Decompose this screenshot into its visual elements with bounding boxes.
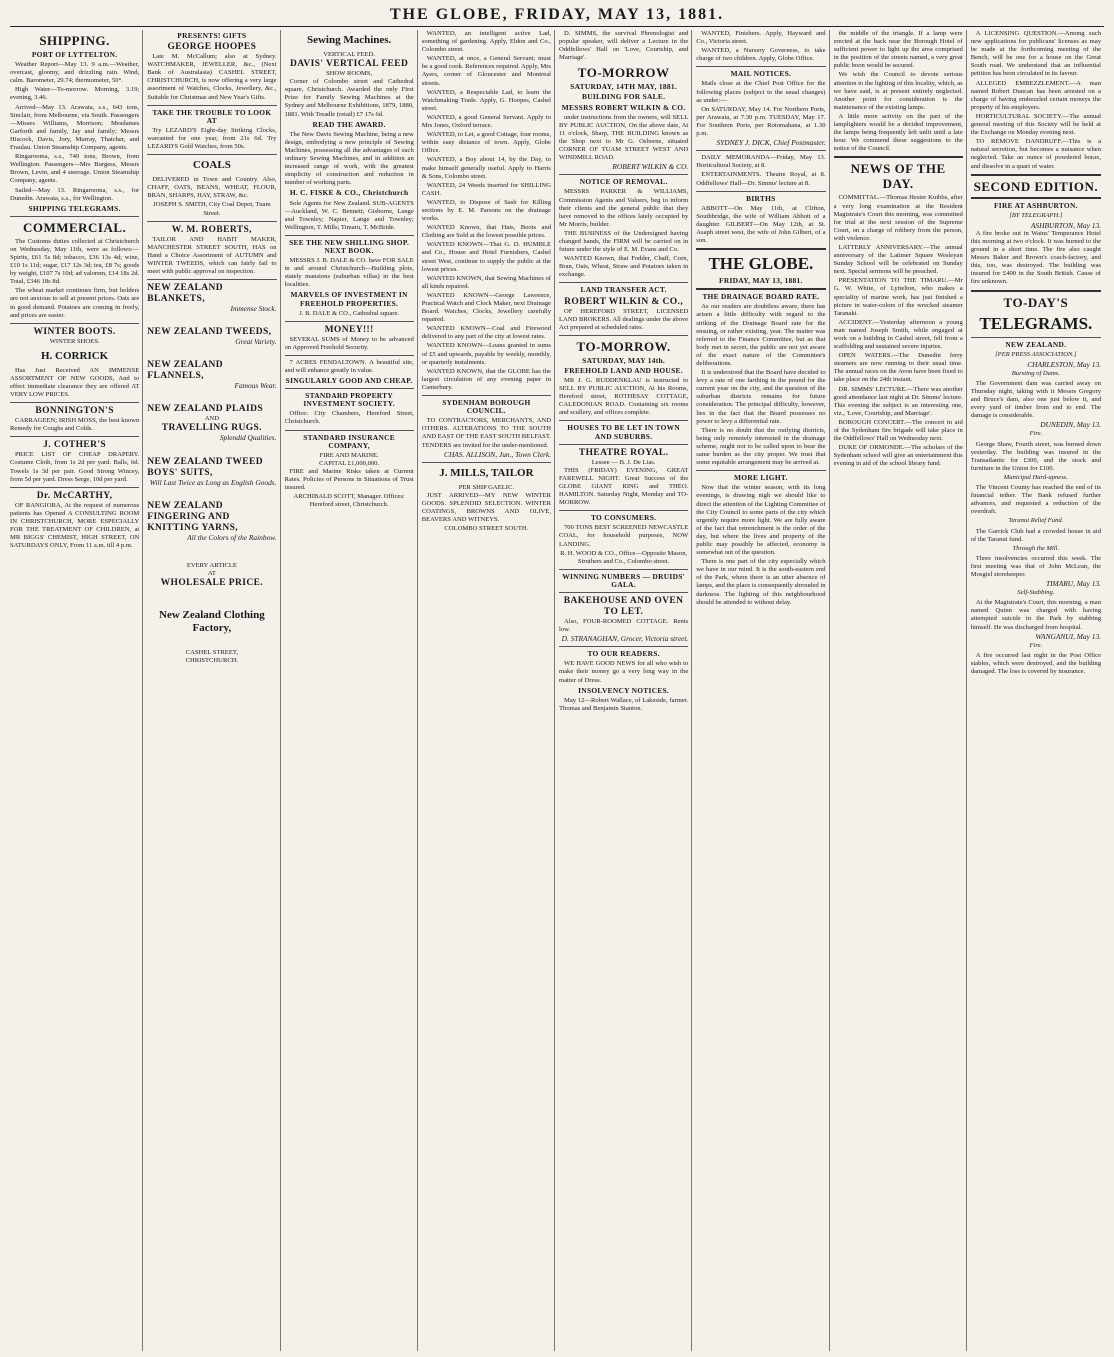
coals-heading: COALS [192,159,231,172]
double-divider [696,248,825,250]
arrived: Arrived—May 13. Arawata, s.s., 643 tons, Sinclair, from Melbourne, via South. Passengers—Misses Williams, Morrison; Mesdames Garforth and family, Jay and family; Messrs Hiscock, Davis, Jory, Murray, Thatcher, and Fraulau. Union Steamship Company, agents. [10,103,140,152]
houses-heading: HOUSES TO BE LET IN TOWN AND SUBURBS. [567,423,680,441]
divider [559,335,688,336]
port-heading: PORT OF LYTTELTON. [31,50,118,59]
shipping-heading: SHIPPING. [39,33,110,48]
news-item: DUKE OF ORMONDE.—The scholars of the Sydenham school will give an entertainment this evening in aid of the school library fund. [833,444,963,468]
fire-text: A fire broke out in Wains' Temperance Hotel this morning at two o'clock. It was burned to the ground in a short time. The fire also caught Messrs Baker and Brown's coach-factory, and this, too, was destroyed. The building was insured for £400 in the South British. Cause of fire unknown. [970,229,1101,286]
notice-removal-heading: NOTICE OF REMOVAL. [579,177,668,187]
column-3 [285,30,418,1351]
lighting-paragraph: A little more activity on the part of the lamplighters would be a decided improvement, the lamps being frequently left unlit until a late hour. We commend these suggestions to the notice of the Council. [833,112,963,153]
municipal-text: The Vincent County has reached the end of its financial tether. The Bank refused further advances, and requested a reduction of the overdraft. [970,484,1101,516]
saturday-date: SATURDAY, 14TH MAY, 1881. [570,82,678,92]
mail-text: Mails close at the Chief Post Office for the following places (subject to the usual changes) as under:— [696,80,826,104]
drainage-paragraph: As our readers are doubtless aware, there has arisen a little difficulty with regard to the striking of the Drainage Board rate for the ensuing, or rather existing, year. The matter was referred to the Finance Committee, but as that body met in secret, the public are not yet aware of the exact nature of the Committee's deliberations. [696,303,826,367]
divider [559,510,688,511]
masthead [10,4,1104,27]
bonnington-name: BONNINGTON'S [35,406,114,417]
winter-boots-heading: WINTER BOOTS. [33,326,116,337]
trouble-heading: TAKE THE TROUBLE TO LOOK AT [152,107,272,125]
fiske-heading: H. C. FISKE & CO., Christchurch [289,188,409,198]
insurance-sub: FIRE AND MARINE. [319,451,379,459]
news-item: LATTERLY ANNIVERSARY.—The annual anniversary of the Latimer Square Wesleyan Sunday School will be celebrated on Sunday next. Special sermons will be preached. [833,243,963,276]
clothing-factory-name: New Zealand Clothing Factory, [159,608,265,634]
tweeds-tag: Great Variety. [235,337,277,347]
bonnington-ad [10,406,139,433]
singularly-heading: SINGULARLY GOOD AND CHEAP. [285,376,413,386]
commercial-text-2: The wheat market continues firm, but holders are not anxious to sell at present prices. Oats are in good demand. Potatoes are coming in freely, and prices are easier. [10,287,140,319]
mills-heading: J. MILLS, TAILOR [439,466,534,479]
mccarthy-ad [10,491,139,551]
news-item: PRESENTATION TO THE TIMARU.—Mr G. W. White, of Lyttelton, who makes a speciality of marine work, has just finished a picture in water-colors of the wrecked steamer Taranaki. [833,277,963,317]
wanted-ad: WANTED, a good General Servant. Apply to Mrs Jones, Oxford terrace. [421,113,551,130]
divider [422,462,551,463]
fire-heading: FIRE AT ASHBURTON. [993,200,1078,210]
dunedin-dateline: DUNEDIN, May 13. [1040,420,1101,430]
news-item: TO REMOVE DANDRUFF.—This is a natural secretion, but becomes a nuisance when neglected. Take an ounce of powdered borax, and dissolve in a quart of water. [970,138,1101,170]
money-text: SEVERAL SUMS of Money to be advanced on Approved Freehold Security. [284,335,414,351]
fingering-tag: All the Colors of the Rainbow. [187,532,277,542]
bakehouse-heading: BAKEHOUSE AND OVEN TO LET. [563,595,684,617]
births-heading: BIRTHS [746,193,776,203]
insurance-heading: STANDARD INSURANCE COMPANY, [303,432,395,450]
news-of-the-day-heading: NEWS OF THE DAY. [850,161,946,192]
mccarthy-name: Dr. McCARTHY, [36,490,113,501]
by-telegraph: [BY TELEGRAPH.] [1009,211,1063,219]
column-1 [10,30,143,1351]
cashel-street: CASHEL STREET, [185,648,239,656]
read-award-text: The New Davis Sewing Machine, being a new design, embodying a new principle of Sewing Machines, possessing all the advantages of such ordinary Sewing Machines, and in addition an increased range of work, with the greatest simplicity of construction and reduction in number of working parts. [284,130,414,187]
drainage-paragraph: There is no doubt that the outlying districts, being only remotely interested in the drainage scheme, ought not to be called upon to bear the same burden as the city proper. We trust that some equitable arrangement may be arrived at. [696,426,826,467]
coal-text: 700 TONS BEST SCREENED NEWCASTLE COAL, for household purposes, NOW LANDING. [559,524,689,548]
vertical-feed: VERTICAL FEED. [323,51,375,58]
removal-text: MESSRS PARKER & WILLIAMS, Commission Agents and Valuers, beg to inform their clients and the general public that they have removed to the offices lately occupied by Mr Morris, builder. [559,188,689,228]
readers-text: WE HAVE GOOD NEWS for all who wish to make their money go a very long way in the matter of Dress. [559,660,689,684]
cother-name: J. COTHER'S [43,440,107,451]
hoopes-name: GEORGE HOOPES [167,42,257,53]
todays-heading: TO-DAY'S [1003,294,1069,310]
drainage-heading: THE DRAINAGE BOARD RATE. [702,292,820,302]
tweed-suits: NEW ZEALAND TWEED BOYS' SUITS, [147,456,263,478]
entertainments: ENTERTAINMENTS. Theatre Royal, at 8. Oddfellows' Hall—Dr. Simms' lecture at 8. [696,171,826,187]
sewing-machines-heading: Sewing Machines. [306,34,392,46]
wilkin2-text: OF HEREFORD STREET, LICENSED LAND BROKERS. All dealings under the above Act prepared at scheduled rates. [559,307,689,331]
next-book: SEE THE NEW SHILLING SHOP. NEXT BOOK. [289,237,410,255]
wholesale-price: WHOLESALE PRICE. [160,577,264,588]
through-text: Three insolvencies occurred this week. The first meeting was that of John McLean, the Mosgiel storekeeper. [970,554,1101,578]
divider [285,388,414,389]
news-item: ACCIDENT.—Yesterday afternoon a young man named Joseph Smith, while engaged at work on a building in Cashel street, fell from a scaffolding and sustained severe injuries. [833,318,963,351]
news-item: DR. SIMMS' LECTURE.—There was another good attendance last night at Dr. Simms' lecture. This evening the subject is an interesting one, viz., 'Love, Courtship, and Marriage'. [833,385,963,417]
wilkin2-heading: ROBERT WILKIN & CO., [564,296,684,307]
news-item: OPEN WATERS.—The Dunedin ferry steamers are now running to their usual time. The annual races on the Avon have been fixed to take place on the 24th instant. [833,352,963,384]
wanted-hay: WANTED Known, that Fodder, Chaff, Corn, Bran, Oats, Wheat, Straw and Potatoes taken in exchange. [559,255,689,279]
divider [696,66,825,67]
drainage-paragraph: It is understood that the Board have decided to levy a rate of one farthing in the pound for the current year on the city, and the question of the suburban districts remains for future consideration. The principal difficulty, however, lies in the fact that the Board possesses no power to levy a differential rate. [696,369,826,425]
insurance-text: FIRE and Marine Risks taken at Current Rates. Policies of Persons in Situations of Trust insured. [284,467,414,492]
fire3-heading: Fire. [1029,641,1043,649]
divider [147,154,276,155]
relief-text: The Garrick Club had a crowded house in aid of the Taranui fund. [970,527,1101,543]
divider [10,487,139,488]
fire-dateline: ASHBURTON, May 13. [1030,220,1101,230]
news-item: COMMITTAL.—Thomas Hester Kuibbs, after a very long examination at the Resident Magistrate's Court this morning, was committed for trial at the next session of the Supreme Court, on a charge of robbery from the person, with violence. [833,194,963,242]
lighting-paragraph: the middle of the triangle. If a lamp were erected at the back near the Borough Hotel of sufficient power to light up the area comprised in the position of the streets named, a very great public boon would be secured. [833,30,963,70]
suits-tag: Will Last Twice as Long as English Goods. [149,477,277,487]
insolvency-text: May 12—Robert Wallace, of Lakeside, farmer. Thomas and Benjamin Stanton. [559,696,689,712]
wanted-ad: WANTED KNOWN—Coal and Firewood delivered to any part of the city at lowest rates. [421,325,551,341]
davis-heading: DAVIS' VERTICAL FEED [290,59,409,70]
cother-text: PRICE LIST OF CHEAP DRAPERY. Costume Cloth, from 1s 2d per yard. Balls, 6d. Towels 1s 3d per pair. Good Strong Wincey, from 5d per yard. Dress Serge, 10d per yard. [10,451,140,483]
dams-heading: Bursting of Dams. [1011,369,1060,377]
wanted-ad: WANTED, an intelligent active Lad, something of gardening. Apply, Eldon and Co., Colombo street. [421,30,551,54]
news-item: BOROUGH CONCERT.—The concert in aid of the Sydenham fire brigade will take place in the Oddfellows' Hall on Wednesday next. [833,418,963,443]
divider [147,105,276,106]
freehold-heading: FREEHOLD LAND AND HOUSE. [564,365,683,375]
wanted-ad: WANTED, a Boy about 14, by the Day, to make himself generally useful. Apply to Harris & Sons, Colombo street. [421,156,551,180]
globe-date: FRIDAY, MAY 13, 1881. [719,276,803,286]
hoopes-text: Late M. McCallum; also at Sydney. WATCHMAKER, JEWELLER, &c., (Next Bank of Australasia) CASHEL STREET, CHRISTCHURCH, is now offering a very large assortment of Watches, Clocks, Jewellery, &c., Suitable for Christmas and New Year's Gifts. [147,53,277,101]
fiske-text: Sole Agents for New Zealand. SUB-AGENTS—Auckland, W. C. Bennett; Gisborne, Lange and Townley; Napier, Lange and Townley; Wellington, T. Mills; Timaru, T. McBride. [284,199,414,231]
mail-signature: SYDNEY J. DICK, Chief Postmaster. [716,138,826,148]
charleston-dateline: CHARLESTON, May 13. [1027,359,1101,369]
davis-showrooms: SHOW ROOMS, [326,70,373,78]
stabbing-text: At the Magistrate's Court, this morning, a man named Quinn was charged with having attempted suicide in the Park by stabbing himself. He was discharged from hospital. [970,599,1101,631]
bonnington-text: CARRAGEEN; IRISH MOSS, the best known Remedy for Coughs and Colds. [10,417,140,433]
tomorrow-heading-2: TO-MORROW. [576,338,671,354]
wanted-ad: WANTED KNOWN—That G. D. HUMBLE and Co., House and Hotel Furnishers, Cashel street West, continue to supply the public at the lowest prices. [421,241,551,273]
news-item: HORTICULTURAL SOCIETY.—The annual general meeting of this Society will be held at the Exchange on Monday evening next. [970,112,1101,137]
more-light-heading: MORE LIGHT. [734,473,788,483]
arrivals-text: Ringarooma, s.s., 749 tons, Brown, from Wellington. Passengers—Mrs Burgess, Messrs Brown, Levin, and 4 steerage. Union Steamship Company, agents. [10,153,140,185]
cother-ad [10,440,139,483]
corrick-ad [10,327,139,399]
roberts-name: W. M. ROBERTS, [171,224,252,235]
corrick-text: Has Just Received AN IMMENSE ASSORTMENT OF NEW GOODS, And to effect immediate clearance they are offered AT VERY LOW PRICES. [10,366,140,399]
land-transfer-heading: LAND TRANSFER ACT. [580,285,667,295]
double-divider [834,156,963,158]
divider [285,321,414,322]
theatre-lessee: Lessee — B. J. De Lias. [591,458,656,466]
divider [422,395,551,396]
sydenham-signature: CHAS. ALLISON, Jun., Town Clerk. [444,449,551,459]
sydenham-text: TO CONTRACTORS, MERCHANTS, AND OTHERS. ALTERATIONS TO THE SOUTH AND EAST OF THE EAST SOUTH BELFAST. TENDERS are invited for the under-mentioned. [421,417,552,449]
money-heading: MONEY!!! [324,324,374,335]
wanganui-dateline: WANGANUI, May 13. [1035,631,1101,641]
roberts-ad [147,225,276,276]
readers-heading: TO OUR READERS. [587,649,660,659]
mccarthy-text: OF RANGIORA, At the request of numerous patients has Opened A CONSULTING ROOM IN CHRISTCHURCH, MORE ESPECIALLY FOR THE TREATMENT OF CHILDREN, at MR BIGGS' CHEMIST, HIGH STREET, ON SATURDAYS ONLY, From 11 a.m. till 4 p.m. [10,501,140,550]
wanted-ad: WANTED, 24 Weeds inserted for SHILLING CASH. [421,181,551,197]
dams-text: The Government dam was carried away on Thursday night, taking with it Messrs Gregory and Bruce's dam, also one just below it, and every yard of timber from end to end. The damage is considerable. [970,379,1101,420]
divider [285,355,414,356]
column-7 [834,30,967,1351]
freehold-text: MR J. G. RUDDENKLAU is instructed to SELL BY PUBLIC AUCTION, At his Rooms, Hereford street, ROTHESAY COTTAGE, CALEDONIAN ROAD. Containing six rooms and scullery, and offices complete. [559,377,689,417]
wanted-ad: WANTED KNOWN, that Sewing Machines of all kinds repaired. [421,274,551,290]
theatre-heading: THEATRE ROYAL. [578,447,669,458]
double-divider [971,290,1101,292]
divider [559,444,688,445]
coals-ad [147,159,276,217]
wanted-ad: WANTED, at once, a General Servant; must be a good cook. References required. Apply, Mrs Ayers, corner of Gloucester and Montreal streets. [421,55,551,87]
blankets-tag: Immense Stock. [230,304,277,314]
trouble-text: Try LEZARD'S Eight-day Striking Clocks, warranted for one year, from 21s 6d. Try LEZARD'S Gold Watches, from 50s. [147,126,277,151]
press-association: [PER PRESS ASSOCIATION.] [995,350,1077,358]
wanted-ad: WANTED KNOWN, that the GLOBE has the largest circulation of any evening paper in Canterbury. [421,367,551,391]
flannels-tag: Famous Wear. [234,381,277,391]
coals-signature: JOSEPH S. SMITH, City Coal Depot, Tuam Street. [153,201,271,217]
news-item: ALLEGED EMBEZZLEMENT.—A man named Robert Duncan has been arrested on a charge of having embezzled certain moneys the property of his employers. [970,79,1101,111]
every-article: EVERY ARTICLE [186,561,237,569]
nz-flannels: NEW ZEALAND FLANNELS, [147,360,224,382]
coals-text: DELIVERED in Town and Country. Also, CHAFF, OATS, BEANS, WHEAT, FLOUR, BRAN, SHARPS, HAY, STRAW, &c. [147,176,277,200]
wilkin-signature: ROBERT WILKIN & CO. [612,162,689,172]
mills-text: JUST ARRIVED—MY NEW WINTER GOODS. SPLENDID SELECTION. WINTER COATINGS, BROWNS AND OLIVE, BEAVERS AND WITNEYS. [421,491,551,524]
column-4 [422,30,555,1351]
sydenham-heading: SYDENHAM BOROUGH COUNCIL. [442,398,531,416]
second-edition-heading: SECOND EDITION. [973,178,1099,194]
bakehouse-text: Also, FOUR-ROOMED COTTAGE. Rents low. [559,617,689,634]
simms-notice: D. SIMMS, the survival Phrenologist and popular speaker, will deliver a Lecture in the Oddfellows' Hall on 'Love, Courtship, and Marriage'. [559,30,689,62]
column-6 [696,30,829,1351]
winning-numbers: WINNING NUMBERS — DRUIDS' GALA. [562,571,685,589]
column-2 [147,30,280,1351]
plaids-and: AND [204,415,220,423]
stabbing-heading: Self-Stabbing. [1017,589,1055,597]
divider [696,150,825,151]
wanted-nursery: WANTED, a Nursery Governess, to take charge of two children. Apply, Globe Office. [696,47,826,63]
double-divider [971,197,1101,199]
nz-plaids: NEW ZEALAND PLAIDS [147,404,264,415]
telegrams-heading: TELEGRAMS. [979,313,1093,333]
theatre-text: THIS (FRIDAY) EVENING, GREAT FAREWELL NIGHT. Great Success of the GLOBE GIANT RING and THEO. HAMILTON. Saturday Night, Monday and TO-MORROW. [559,466,689,507]
consumers-heading: TO CONSUMERS. [590,513,657,523]
light-paragraph: There is one part of the city especially which we have in our mind. It is the south-eastern end of the Park, where there is an utter absence of lamps, and the place is consequently shrouded in darkness. The lighting of this neighbourhood should be attended to without delay. [696,558,826,606]
masthead-title: THE GLOBE, FRIDAY, MAY 13, 1881. [389,6,725,23]
insurance-signature: ARCHIBALD SCOTT, Manager. Offices: Hereford street, Christchurch. [293,493,405,509]
divider [10,323,139,324]
davis-text: Corner of Colombo street and Cathedral square, Christchurch. Awarded the only First Prize for Family Sewing Machines at the Sydney and Melbourne Exhibitions, 1879, 1880, 1881. With Treadle (retail) £7 17s 6d. [284,78,414,118]
divider [285,430,414,431]
at-label: AT [207,569,216,577]
wanted-finishers: WANTED, Finishers. Apply, Hayward and Co., Victoria street. [696,30,826,46]
divider [147,279,276,280]
fendalltown: 7 ACRES FENDALTOWN. A beautiful site, and will enhance greatly in value. [284,358,414,374]
standard-property-heading: STANDARD PROPERTY INVESTMENT SOCIETY. [303,391,395,409]
globe-title: THE GLOBE. [708,254,814,274]
saturday-date-2: SATURDAY, MAY 14th. [582,355,666,365]
wilkin-heading: MESSRS ROBERT WILKIN & CO. [561,102,686,112]
corrick-name: H. CORRICK [41,349,109,362]
divider [696,191,825,192]
nz-tweeds: NEW ZEALAND TWEEDS, [147,327,272,338]
relief-heading: Taranui Relief Fund. [1008,517,1064,525]
sailed: Sailed—May 13. Ringarooma, s.s., for Dunedin. Arawata, s.s., for Wellington. [10,186,140,202]
weather-report: Weather Report—May 13. 9 a.m.—Weather, overcast, gloomy, and drizzling rain. Wind, calm. Barometer, 29.74; thermometer, 50°. [10,61,140,85]
commercial-text: The Customs duties collected at Christchurch on Wednesday, May 11th, were as follows:—Spirits, £61 5s 8d; tobacco, £36 13s 4d; wine, £10 1s 11d; sugar, £17 12s 3d; tea, £8 7s; goods by weight, £107 7s 10d; ad valorem, £14 18s 2d. Total, £346 18s 8d. [10,237,140,286]
double-divider [696,288,825,290]
clothing-factory-ad [147,283,276,665]
business-notice: THE BUSINESS of the Undersigned having changed hands, the FIRM will be carried on in future under the style of E. M. Evans and Co. [559,229,689,254]
read-award-heading: READ THE AWARD. [312,119,386,129]
news-item: A LICENSING QUESTION.—Among such new applications for publicans' licenses as may be made at the forthcoming meeting of the Bench, will be one for a house on the Great South road. We understand that an influential petition has been circulated in its favour. [970,30,1101,78]
mills-address: COLOMBO STREET SOUTH. [444,525,529,533]
lighting-paragraph: We wish the Council to devote serious attention to the lighting of this locality, which, as we have said, is at present entirely neglected. Another point for consideration is the maintenance of the existing lamps. [833,71,963,111]
bakehouse-signature: D. STRANAGHAN, Grocer, Victoria street. [561,634,689,644]
wanted-ad: WANTED, to Let, a good Cottage, four rooms, within easy distance of town. Apply, Globe Office. [421,131,551,155]
hoopes-ad [147,42,276,102]
wanted-ad: WANTED KNOWN—George Lawrence, Practical Watch and Clock Maker, next Drainage Board. Watches, Clocks, Jewellery carefully repaired. [421,291,551,324]
timaru-dateline: TIMARU, May 13. [1045,579,1101,589]
standard-property-text: Office: City Chambers, Hereford Street, Christchurch. [284,410,414,426]
rugs-tag: Splendid Qualities. [219,433,277,443]
mail-dates: On SATURDAY, May 14. For Northern Ports, per Arawata, at 7.30 p.m. TUESDAY, May 17. For Southern Ports, per Rotomahana, at 1.30 p.m. [696,105,826,138]
dale-signature: J. B. DALE & CO., Cathedral square. [299,309,400,317]
wanted-ad: WANTED KNOWN—Loans granted in sums of £5 and upwards, payable by weekly, monthly, or quarterly instalments. [421,342,551,366]
tomorrow-heading: TO-MORROW [577,65,670,81]
divider [559,282,688,283]
mail-notices-heading: MAIL NOTICES. [730,69,792,79]
insurance-capital: CAPITAL £1,000,000. [319,459,380,467]
mills-sub: PER SHIP GAELIC. [458,483,514,491]
wanted-ad: WANTED Known, that Hats, Boots and Clothing are Sold at the lowest possible prices. [421,224,551,240]
fingering-yarns: NEW ZEALAND FINGERING AND KNITTING YARNS, [147,500,239,533]
christchurch: CHRISTCHURCH. [185,657,239,664]
nz-blankets: NEW ZEALAND BLANKETS, [147,283,224,305]
divider [10,402,139,403]
wanted-ad: WANTED, a Respectable Lad, to learn the Watchmaking Trade. Apply, G. Hoopes, Cashel street. [421,88,551,112]
building-for-sale: BUILDING FOR SALE. [582,92,666,102]
commercial-heading: COMMERCIAL. [22,219,127,235]
shipping-telegrams-heading: SHIPPING TELEGRAMS. [28,203,121,213]
divider [559,420,688,421]
municipal-heading: Municipal Hard-upness. [1003,473,1068,481]
divider [559,174,688,175]
daily-memoranda: DAILY MEMORANDA—Friday, May 13. Horticultural Society, at 8. [696,154,826,170]
fire3-text: A fire occurred last night in the Post Office stables, which were destroyed, and the building damaged. The loss is covered by insurance. [970,651,1101,675]
double-divider [971,174,1101,176]
wilkin-text: under instructions from the owners, will SELL BY PUBLIC AUCTION, On the above date, At 11 o'clock, Sharp, THE BUILDING known as the Shop next to Mr G. Osborne, situated CORNER OF TUAM STREET WEST AND WINDMILL ROAD. [559,113,689,162]
births-text: ABBOTT—On May 11th, at Clifton, Southbridge, the wife of William Abbott of a daughter. GILBERT—On May 12th, at St. Asaph street west, the wife of John Gilbert, of a son. [696,204,826,245]
divider [285,235,414,236]
dale-text: MESSRS J. B. DALE & CO. have FOR SALE in and around Christchurch—Building plots, stately mansions (suburban villas) in the best localities. [284,257,414,289]
lezard-ad [147,109,276,151]
fire2-text: George Shaw, Fourth street, was burned down yesterday. The building was insured in the Transatlantic for £300, and the stock and furniture in the Union for £100. [970,440,1101,472]
light-paragraph: Now that the winter season, with its long evenings, is drawing nigh we should like to direct the attention of the Lighting Committee of the City Council to some parts of the city which urgently require more light. We are fully aware of the fact that retrenchment is the order of the day, but where the lives and property of the public may possibly be affected, economy is somewhat out of the question. [696,484,826,557]
divider [559,592,688,593]
travelling-rugs: TRAVELLING RUGS. [161,423,262,434]
divider [147,221,276,222]
roberts-text: TAILOR AND HABIT MAKER, MANCHESTER STREET SOUTH, HAS on Hand a Choice Assortment of AUTUMN and WINTER TWEEDS, which can fairly fail to meet with public approval on inspection. [147,235,277,275]
divider [10,436,139,437]
divider [559,569,688,570]
marvels-heading: MARVELS OF INVESTMENT IN FREEHOLD PROPERTIES. [290,290,408,308]
column-5 [559,30,692,1351]
divider [971,337,1101,338]
coal-signature: R. H. WOOD & CO., Office—Opposite Mason, Struthers and Co., Colombo street. [560,549,688,565]
divider [696,470,825,471]
divider [10,216,139,217]
wanted-ad: WANTED, to Dispose of Sash for Killing sections by E. M. Parsons on the drainage works. [421,198,551,223]
nz-heading: NEW ZEALAND. [1005,339,1067,349]
insolvency-heading: INSOLVENCY NOTICES. [578,685,670,695]
newspaper-columns [10,30,1104,1351]
winter-shoes-heading: WINTER SHOES. [49,337,100,345]
presents-heading: PRESENTS! GIFTS [177,31,247,40]
fire2-heading: Fire. [1029,430,1043,438]
through-mill-heading: Through the Mill. [1012,544,1060,552]
divider [559,646,688,647]
high-water: High Water—To-morrow. Morning, 3.19; evening, 3.46. [10,86,140,102]
column-8 [971,30,1104,1351]
